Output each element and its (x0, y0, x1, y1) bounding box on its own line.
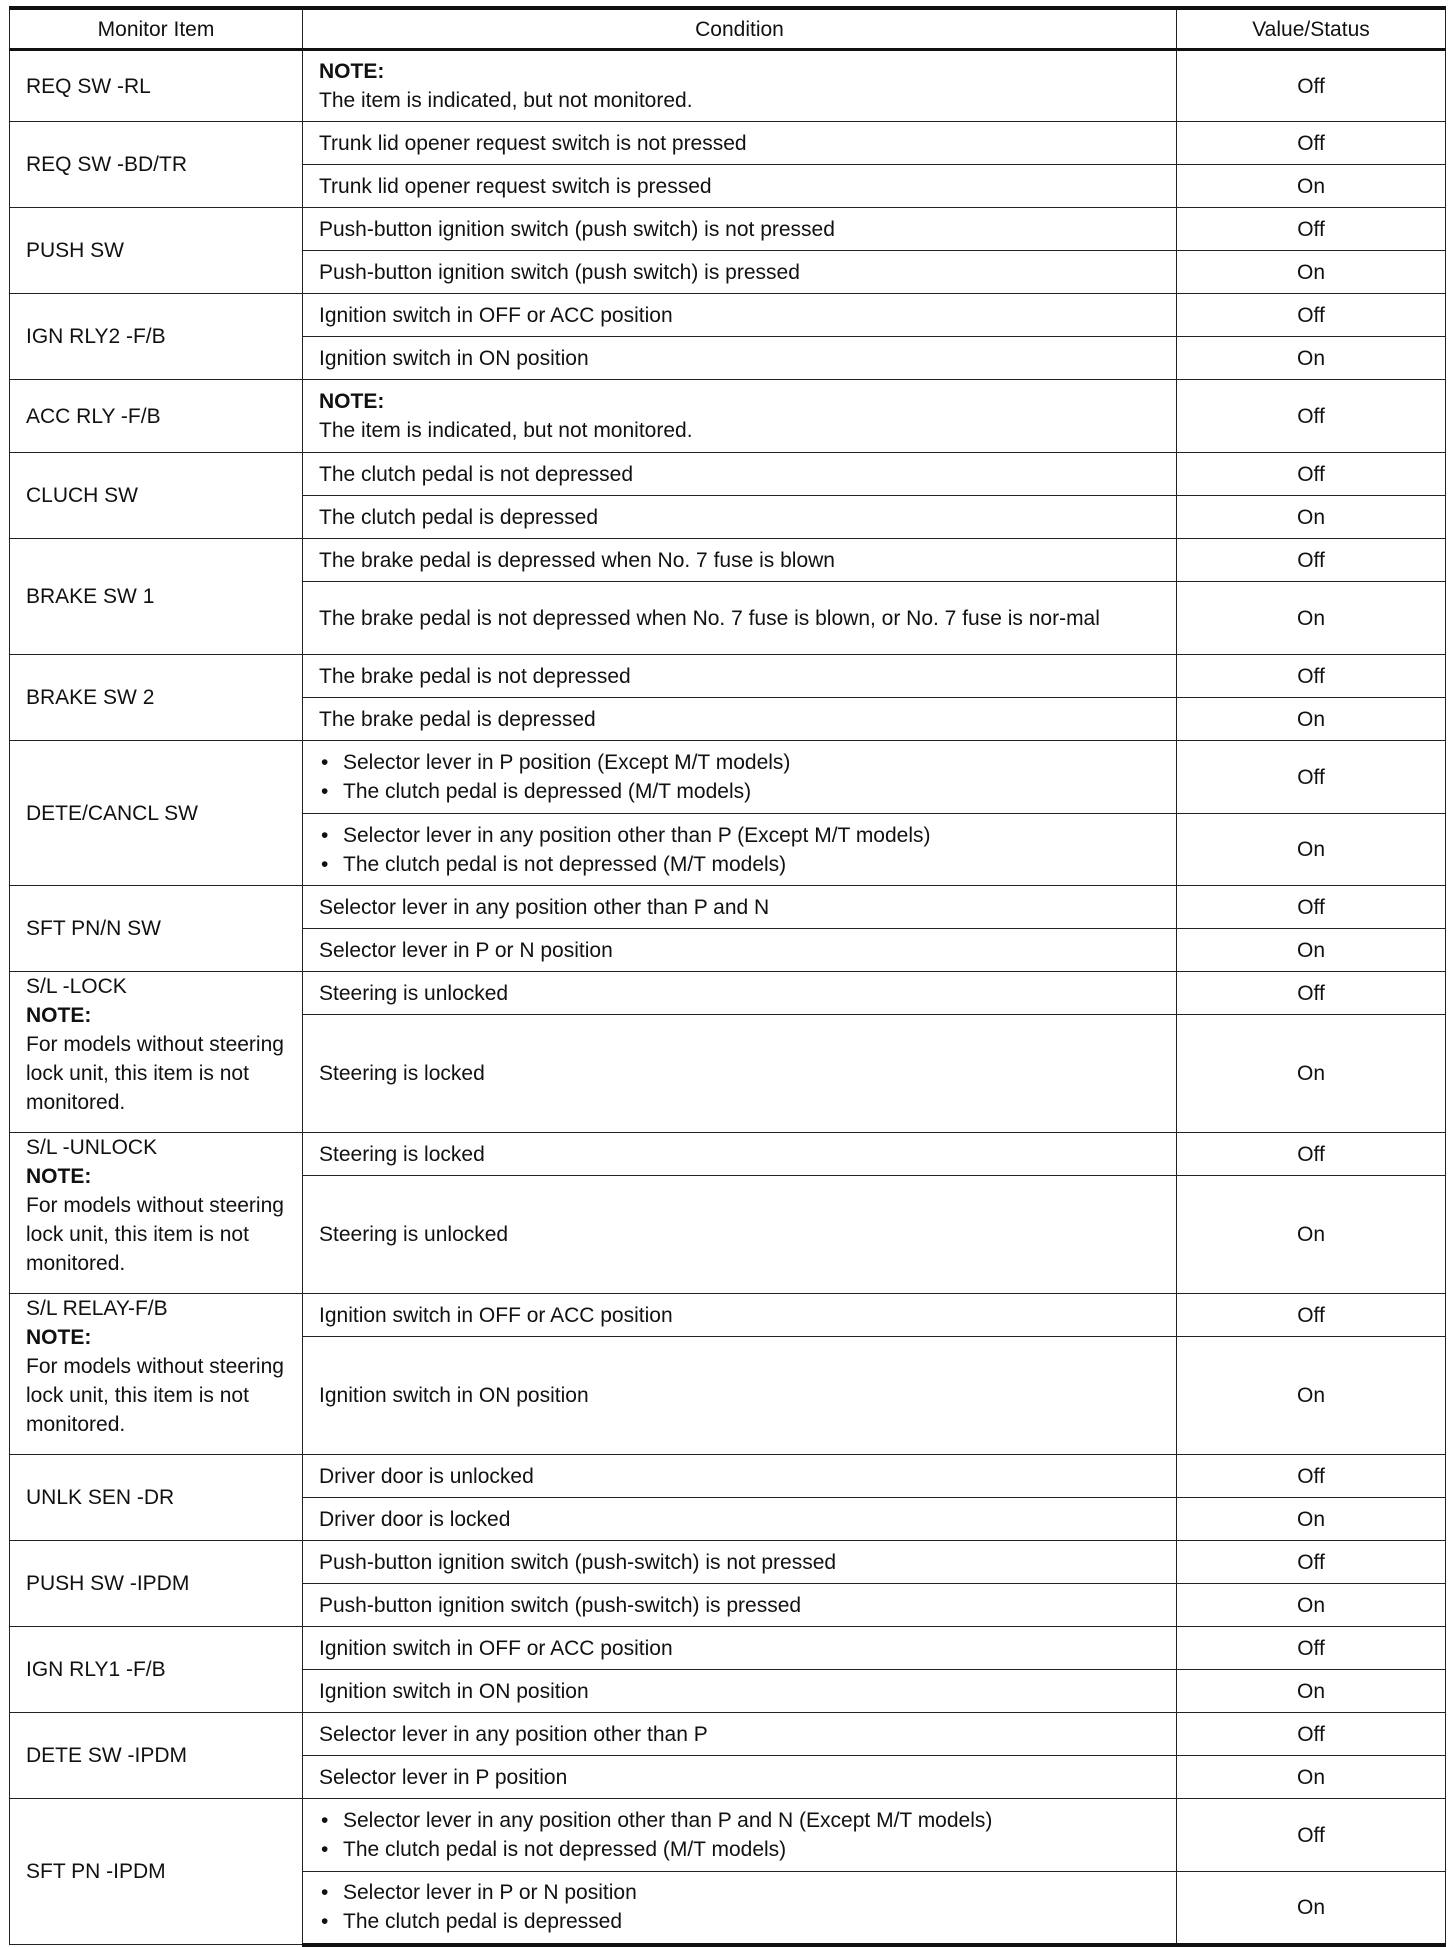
condition-cell (303, 1541, 1177, 1584)
condition-text: Push-button ignition switch (push-switch) is pressed (319, 1593, 802, 1617)
condition-cell (303, 1294, 1177, 1337)
note-label: NOTE: (319, 60, 385, 83)
monitor-item-cell (10, 655, 303, 741)
table-row (10, 380, 1446, 453)
monitor-item-name: REQ SW -BD/TR (26, 153, 187, 176)
value-status-cell: On (1177, 337, 1446, 380)
monitor-item-cell (10, 1455, 303, 1541)
condition-text: Push-button ignition switch (push-switch) is not pressed (319, 1550, 837, 1574)
condition-cell (303, 1627, 1177, 1670)
condition-cell (303, 972, 1177, 1015)
monitor-item-name: REQ SW -RL (26, 74, 151, 98)
monitor-item-cell (10, 122, 303, 208)
value-status-cell: On (1177, 1584, 1446, 1627)
condition-cell (303, 294, 1177, 337)
monitor-item-name: SFT PN/N SW (26, 917, 161, 940)
value-status-cell: Off (1177, 1627, 1446, 1670)
table-row (10, 539, 1446, 582)
table-row (10, 122, 1446, 165)
condition-text: The brake pedal is not depressed (319, 664, 631, 688)
value-status-cell: On (1177, 165, 1446, 208)
condition-cell (303, 698, 1177, 741)
table-row (10, 972, 1446, 1015)
condition-cell (303, 1670, 1177, 1713)
condition-cell (303, 539, 1177, 582)
note-text: The item is indicated, but not monitored. (319, 419, 693, 442)
condition-text: Selector lever in P or N position (319, 938, 613, 962)
monitor-item-cell (10, 1627, 303, 1713)
item-note-text: For models without steering lock unit, this item is not monitored. (26, 1033, 284, 1114)
monitor-item-name: IGN RLY1 -F/B (26, 1658, 166, 1681)
condition-cell (303, 122, 1177, 165)
item-note-label: NOTE: (26, 1004, 92, 1027)
condition-bullet-item: • Selector lever in any position other than P and N (Except M/T models) (319, 1806, 1160, 1835)
table-row (10, 1455, 1446, 1498)
condition-text: Steering is locked (319, 1142, 485, 1166)
value-status-cell: Off (1177, 1455, 1446, 1498)
value-status-cell: Off (1177, 1799, 1446, 1872)
monitor-item-cell (10, 208, 303, 294)
value-status-cell: Off (1177, 1133, 1446, 1176)
condition-cell (303, 741, 1177, 814)
condition-cell (303, 929, 1177, 972)
table-row (10, 741, 1446, 814)
value-status-cell: Off (1177, 294, 1446, 337)
condition-text: Trunk lid opener request switch is pressed (319, 174, 712, 198)
table-header (10, 8, 1446, 50)
condition-cell (303, 380, 1177, 453)
monitor-item-name: S/L RELAY-F/B (26, 1297, 168, 1320)
condition-cell (303, 337, 1177, 380)
value-status-cell: Off (1177, 1713, 1446, 1756)
condition-text: The brake pedal is depressed when No. 7 fuse is blown (319, 548, 835, 572)
monitor-item-cell (10, 294, 303, 380)
condition-text: The brake pedal is not depressed when No. 7 fuse is blown, or No. 7 fuse is nor-mal (319, 606, 1100, 630)
value-status-cell: Off (1177, 380, 1446, 453)
table-row (10, 1541, 1446, 1584)
monitor-item-cell (10, 1133, 303, 1294)
condition-cell (303, 1133, 1177, 1176)
condition-bullet-item: • Selector lever in P or N position (319, 1878, 1160, 1907)
table-row (10, 886, 1446, 929)
monitor-item-name: PUSH SW (26, 239, 125, 262)
value-status-cell: Off (1177, 655, 1446, 698)
value-status-cell: On (1177, 1337, 1446, 1455)
monitor-item-cell (10, 1713, 303, 1799)
value-status-cell: On (1177, 1670, 1446, 1713)
value-status-cell: Off (1177, 50, 1446, 122)
condition-bullet-item: • Selector lever in any position other than P (Except M/T models) (319, 821, 1160, 850)
monitor-item-cell (10, 1294, 303, 1455)
monitor-item-name: DETE/CANCL SW (26, 801, 198, 825)
table-row (10, 1627, 1446, 1670)
monitor-item-name: S/L -LOCK (26, 975, 127, 998)
condition-cell (303, 1455, 1177, 1498)
condition-text: Steering is unlocked (319, 981, 509, 1005)
value-status-cell: On (1177, 814, 1446, 886)
monitor-item-cell (10, 972, 303, 1133)
note-label: NOTE: (319, 390, 385, 413)
condition-cell (303, 208, 1177, 251)
header-condition: Condition (303, 8, 1177, 50)
monitor-item-name: PUSH SW -IPDM (26, 1572, 190, 1595)
condition-text: Ignition switch in OFF or ACC position (319, 1303, 673, 1327)
condition-text: Trunk lid opener request switch is not pressed (319, 131, 747, 155)
value-status-cell: On (1177, 582, 1446, 655)
value-status-cell: On (1177, 251, 1446, 294)
condition-text: Push-button ignition switch (push switch) is pressed (319, 260, 800, 284)
condition-cell (303, 1799, 1177, 1872)
condition-text: Ignition switch in ON position (319, 1384, 589, 1407)
item-note-text: For models without steering lock unit, this item is not monitored. (26, 1355, 284, 1436)
condition-text: Selector lever in P position (319, 1765, 568, 1789)
table-row (10, 208, 1446, 251)
monitor-item-name: CLUCH SW (26, 484, 139, 507)
note-text: The item is indicated, but not monitored. (319, 89, 693, 112)
value-status-cell: On (1177, 1756, 1446, 1799)
value-status-cell: Off (1177, 741, 1446, 814)
value-status-cell: Off (1177, 539, 1446, 582)
condition-text: Steering is unlocked (319, 1223, 509, 1246)
value-status-cell: On (1177, 1872, 1446, 1945)
condition-cell (303, 251, 1177, 294)
header-row (10, 8, 1446, 50)
table-row (10, 1713, 1446, 1756)
condition-text: Selector lever in any position other than P and N (319, 895, 770, 919)
condition-bullet-list (319, 1878, 1160, 1936)
value-status-cell: On (1177, 1015, 1446, 1133)
value-status-cell: Off (1177, 122, 1446, 165)
condition-cell (303, 655, 1177, 698)
item-note-label: NOTE: (26, 1326, 92, 1349)
condition-text: Ignition switch in OFF or ACC position (319, 1636, 673, 1660)
monitor-item-cell (10, 380, 303, 453)
value-status-cell: Off (1177, 1294, 1446, 1337)
condition-text: Driver door is unlocked (319, 1464, 534, 1488)
monitor-item-name: BRAKE SW 1 (26, 585, 155, 608)
table-row (10, 1799, 1446, 1872)
condition-bullet-list (319, 1806, 1160, 1864)
condition-text: Ignition switch in ON position (319, 346, 589, 370)
monitor-item-cell (10, 50, 303, 122)
table-row (10, 50, 1446, 122)
condition-text: Push-button ignition switch (push switch) is not pressed (319, 217, 835, 241)
table-row (10, 1133, 1446, 1176)
value-status-cell: Off (1177, 208, 1446, 251)
monitor-item-cell (10, 1799, 303, 1945)
condition-text: Driver door is locked (319, 1507, 511, 1531)
monitor-item-name: SFT PN -IPDM (26, 1860, 166, 1883)
value-status-cell: Off (1177, 886, 1446, 929)
condition-cell (303, 1584, 1177, 1627)
condition-cell (303, 1872, 1177, 1945)
monitor-item-cell (10, 886, 303, 972)
condition-cell (303, 1756, 1177, 1799)
value-status-cell: Off (1177, 453, 1446, 496)
header-value-status: Value/Status (1177, 8, 1446, 50)
condition-bullet-item: • Selector lever in P position (Except M/T models) (319, 748, 1160, 777)
condition-bullet-list (319, 821, 1160, 879)
item-note-text: For models without steering lock unit, this item is not monitored. (26, 1194, 284, 1275)
condition-text: The clutch pedal is depressed (319, 505, 598, 529)
monitor-item-name: IGN RLY2 -F/B (26, 325, 166, 348)
condition-cell (303, 582, 1177, 655)
monitor-item-name: S/L -UNLOCK (26, 1136, 158, 1159)
condition-text: The clutch pedal is not depressed (319, 462, 634, 486)
condition-bullet-item: • The clutch pedal is not depressed (M/T models) (319, 1835, 1160, 1864)
condition-cell (303, 1713, 1177, 1756)
value-status-cell: On (1177, 698, 1446, 741)
monitor-item-name: UNLK SEN -DR (26, 1486, 175, 1509)
condition-text: Ignition switch in OFF or ACC position (319, 303, 673, 327)
condition-bullet-item: • The clutch pedal is depressed (M/T models) (319, 777, 1160, 806)
table-row (10, 655, 1446, 698)
condition-text: Steering is locked (319, 1062, 485, 1085)
value-status-cell: On (1177, 929, 1446, 972)
table-row (10, 1294, 1446, 1337)
condition-cell (303, 814, 1177, 886)
monitor-item-name: ACC RLY -F/B (26, 404, 161, 428)
monitor-item-cell (10, 453, 303, 539)
condition-text: Ignition switch in ON position (319, 1679, 589, 1703)
condition-text: Selector lever in any position other than P (319, 1722, 708, 1746)
value-status-cell: Off (1177, 972, 1446, 1015)
condition-cell (303, 496, 1177, 539)
condition-cell (303, 453, 1177, 496)
monitor-item-cell (10, 1541, 303, 1627)
monitor-item-name: BRAKE SW 2 (26, 686, 155, 709)
condition-text: The brake pedal is depressed (319, 707, 596, 731)
condition-cell (303, 1337, 1177, 1455)
condition-bullet-list (319, 748, 1160, 806)
monitor-item-cell (10, 741, 303, 886)
value-status-cell: On (1177, 1498, 1446, 1541)
condition-cell (303, 1498, 1177, 1541)
condition-cell (303, 1015, 1177, 1133)
item-note-label: NOTE: (26, 1165, 92, 1188)
condition-cell (303, 165, 1177, 208)
table-body (10, 50, 1446, 1945)
value-status-cell: Off (1177, 1541, 1446, 1584)
condition-bullet-item: • The clutch pedal is not depressed (M/T models) (319, 850, 1160, 879)
monitor-item-name: DETE SW -IPDM (26, 1744, 187, 1767)
condition-cell (303, 1176, 1177, 1294)
table-row (10, 453, 1446, 496)
monitor-item-cell (10, 539, 303, 655)
monitor-item-table (9, 6, 1446, 1947)
condition-bullet-item: • The clutch pedal is depressed (319, 1907, 1160, 1936)
value-status-cell: On (1177, 1176, 1446, 1294)
condition-cell (303, 50, 1177, 122)
value-status-cell: On (1177, 496, 1446, 539)
table-row (10, 294, 1446, 337)
header-monitor-item: Monitor Item (10, 8, 303, 50)
condition-cell (303, 886, 1177, 929)
